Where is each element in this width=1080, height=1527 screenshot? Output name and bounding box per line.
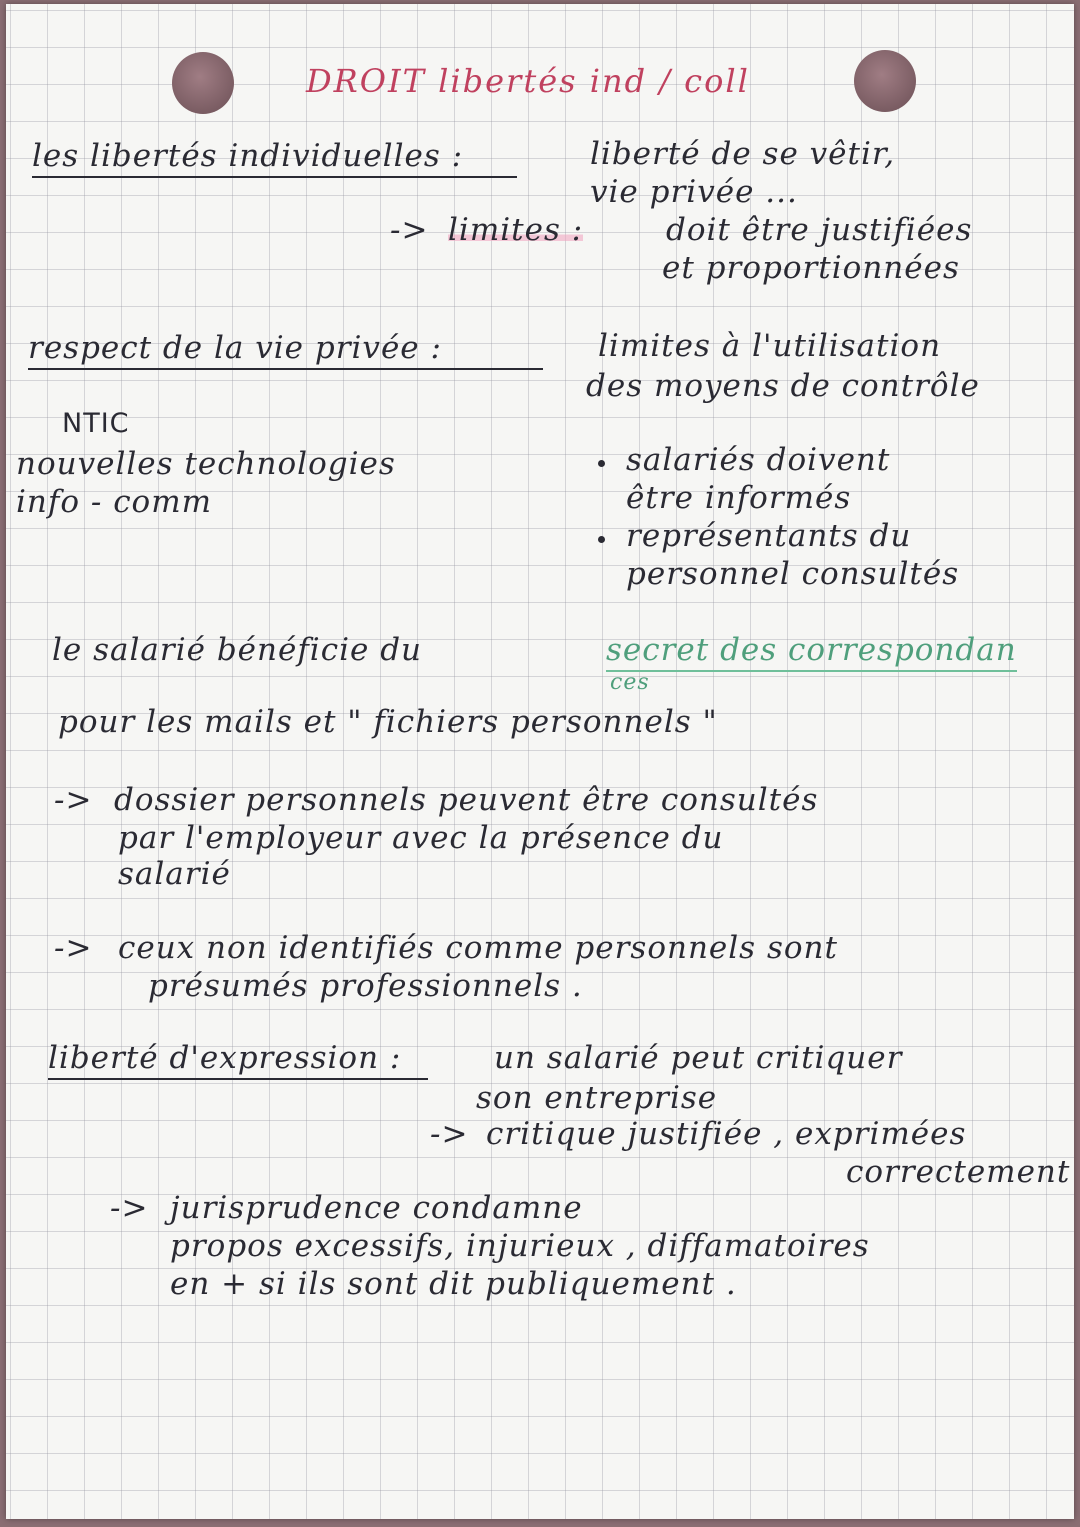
text-dossier-2: par l'employeur avec la présence du: [118, 820, 724, 856]
text-vie-privee: vie privée ...: [590, 174, 798, 210]
punch-hole-right: [854, 50, 916, 112]
arrow-jurisprudence: ->: [110, 1190, 149, 1226]
arrow-ceux: ->: [54, 930, 93, 966]
text-info-comm: info - comm: [16, 484, 213, 520]
text-salarie-beneficie: le salarié bénéficie du: [52, 632, 423, 668]
bullet-dot: [598, 460, 605, 467]
label-limites: limites :: [448, 212, 584, 248]
notebook-page: [6, 4, 1074, 1519]
text-moyens-controle: des moyens de contrôle: [586, 368, 980, 404]
text-limites-utilisation: limites à l'utilisation: [598, 328, 942, 364]
text-ceux-2: présumés professionnels .: [148, 968, 583, 1004]
text-ntic: NTIC: [62, 408, 130, 439]
text-critique-justifiee: critique justifiée , exprimées: [486, 1116, 967, 1152]
text-secret-correspondances: secret des correspondan: [606, 632, 1017, 672]
punch-hole-left: [172, 52, 234, 114]
heading-libertes-individuelles: les libertés individuelles :: [32, 138, 517, 178]
text-critiquer: un salarié peut critiquer: [494, 1040, 903, 1076]
text-propos-excessifs: propos excessifs, injurieux , diffamatoires: [170, 1228, 870, 1264]
arrow-dossier: ->: [54, 782, 93, 818]
text-justifiees: doit être justifiées: [666, 212, 973, 248]
heading-liberte-expression: liberté d'expression :: [48, 1040, 428, 1080]
text-dossier-3: salarié: [118, 856, 231, 892]
text-representants-2: personnel consultés: [626, 556, 960, 592]
text-jurisprudence: jurisprudence condamne: [170, 1190, 583, 1226]
text-correctement: correctement: [846, 1154, 1071, 1190]
arrow-critique: ->: [430, 1116, 469, 1152]
text-salaries-informes-2: être informés: [626, 480, 852, 516]
text-mails-fichiers: pour les mails et " fichiers personnels ": [58, 704, 718, 740]
text-representants-1: représentants du: [626, 518, 912, 554]
heading-respect-vie-privee: respect de la vie privée :: [28, 330, 543, 370]
text-ceux-1: ceux non identifiés comme personnels sont: [118, 930, 838, 966]
text-secret-correspondances-end: ces: [610, 670, 650, 695]
text-proportionnees: et proportionnées: [662, 250, 960, 286]
text-liberte-vetir: liberté de se vêtir,: [590, 136, 896, 172]
text-entreprise: son entreprise: [476, 1080, 718, 1116]
text-salaries-informes-1: salariés doivent: [626, 442, 891, 478]
text-nouvelles-technologies: nouvelles technologies: [16, 446, 396, 482]
arrow-limites: ->: [390, 212, 429, 248]
text-dossier-1: dossier personnels peuvent être consultés: [114, 782, 819, 818]
text-publiquement: en + si ils sont dit publiquement .: [170, 1266, 737, 1302]
bullet-dot: [598, 536, 605, 543]
page-title: DROIT libertés ind / coll: [306, 62, 750, 100]
